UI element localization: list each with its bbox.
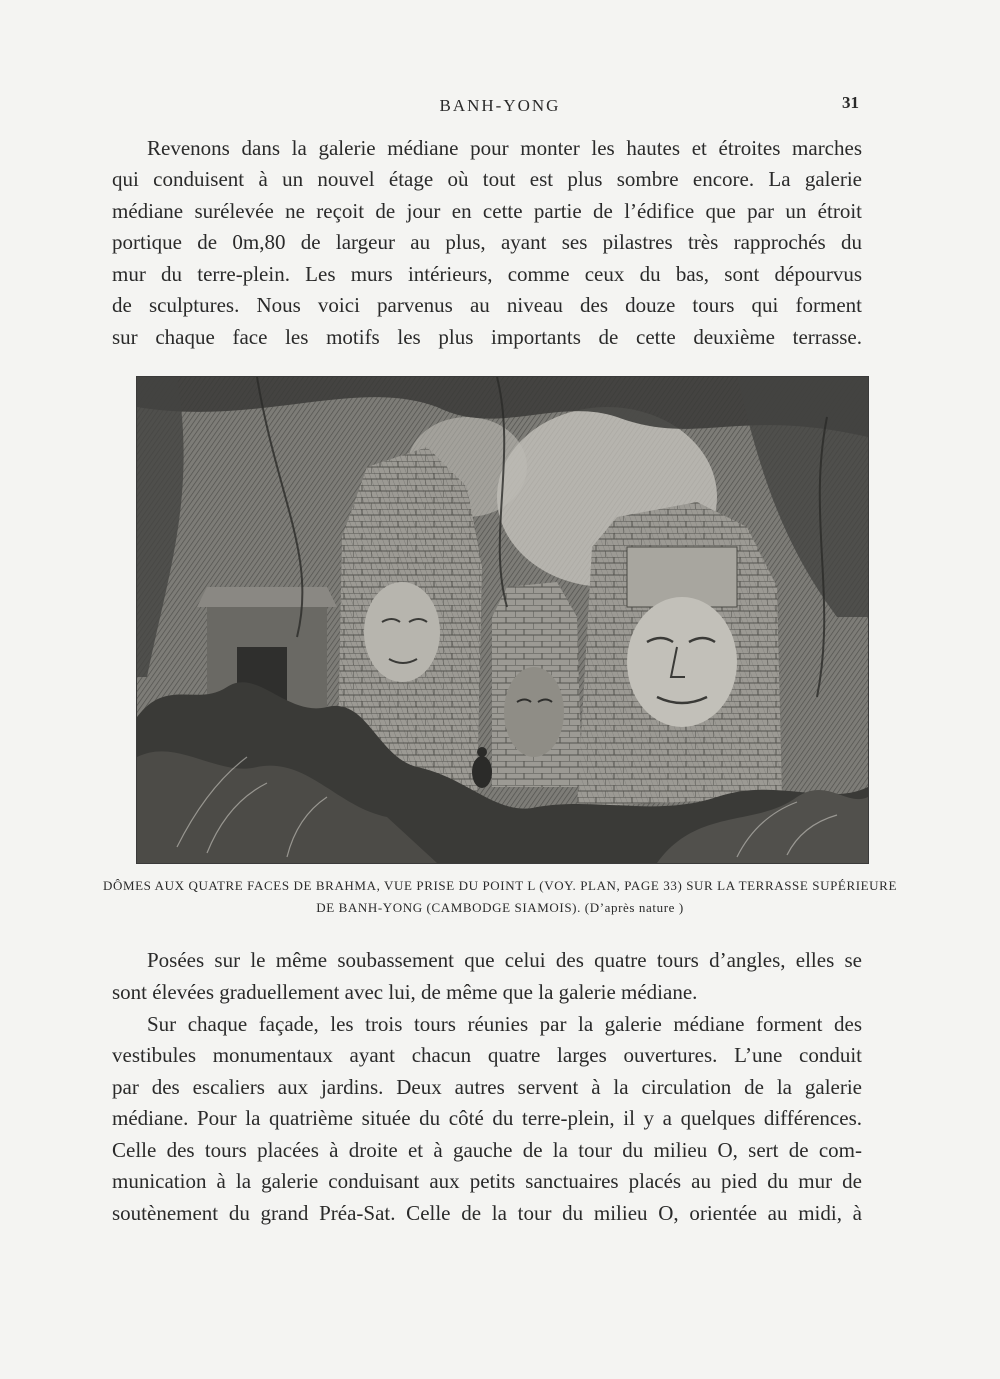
text-line: qui conduisent à un nouvel étage où tout est plus sombre encore. La galerie xyxy=(112,167,862,191)
figure-caption xyxy=(100,875,900,919)
text-line: médiane surélevée ne reçoit de jour en cette partie de l’édifice que par un étroit xyxy=(112,199,862,223)
text-line: de sculptures. Nous voici parvenus au niveau des douze tours qui forment xyxy=(112,293,862,317)
text-line: Celle des tours placées à droite et à gauche de la tour du milieu O, sert de com- xyxy=(112,1138,862,1162)
text-line: sur chaque face les motifs les plus importants de cette deuxième terrasse. xyxy=(112,325,862,349)
page-number: 31 xyxy=(842,93,859,112)
text-line: Sur chaque façade, les trois tours réunies par la galerie médiane forment des xyxy=(147,1012,862,1036)
text-line: médiane. Pour la quatrième située du côté du terre-plein, il y a quelques différences. xyxy=(112,1106,862,1130)
text-line: Posées sur le même soubassement que celui des quatre tours d’angles, elles se xyxy=(147,948,862,972)
text-line: soutènement du grand Préa-Sat. Celle de la tour du milieu O, orientée au midi, à xyxy=(112,1201,862,1225)
text-line: sont élevées graduellement avec lui, de même que la galerie médiane. xyxy=(112,980,698,1004)
text-line: mur du terre-plein. Les murs intérieurs, comme ceux du bas, sont dépourvus xyxy=(112,262,862,286)
temple-faces-engraving xyxy=(137,377,868,863)
engraving-illustration xyxy=(136,376,869,864)
text-line: vestibules monumentaux ayant chacun quatre larges ouvertures. L’une conduit xyxy=(112,1043,862,1067)
text-line: portique de 0m,80 de largeur au plus, ayant ses pilastres très rapprochés du xyxy=(112,230,862,254)
text-line: munication à la galerie conduisant aux petits sanctuaires placés au pied du mur de xyxy=(112,1169,862,1193)
text-line: par des escaliers aux jardins. Deux autres servent à la circulation de la galerie xyxy=(112,1075,862,1099)
text-line: Revenons dans la galerie médiane pour monter les hautes et étroites marches xyxy=(147,136,862,160)
caption-line-1: DÔMES AUX QUATRE FACES DE BRAHMA, VUE PRISE DU POINT L (VOY. PLAN, PAGE 33) SUR LA TERRASSE SUPÉRIEURE xyxy=(103,878,897,893)
caption-line-2: DE BANH-YONG (CAMBODGE SIAMOIS). (D’après nature ) xyxy=(316,900,684,915)
running-title: BANH-YONG xyxy=(439,96,561,115)
